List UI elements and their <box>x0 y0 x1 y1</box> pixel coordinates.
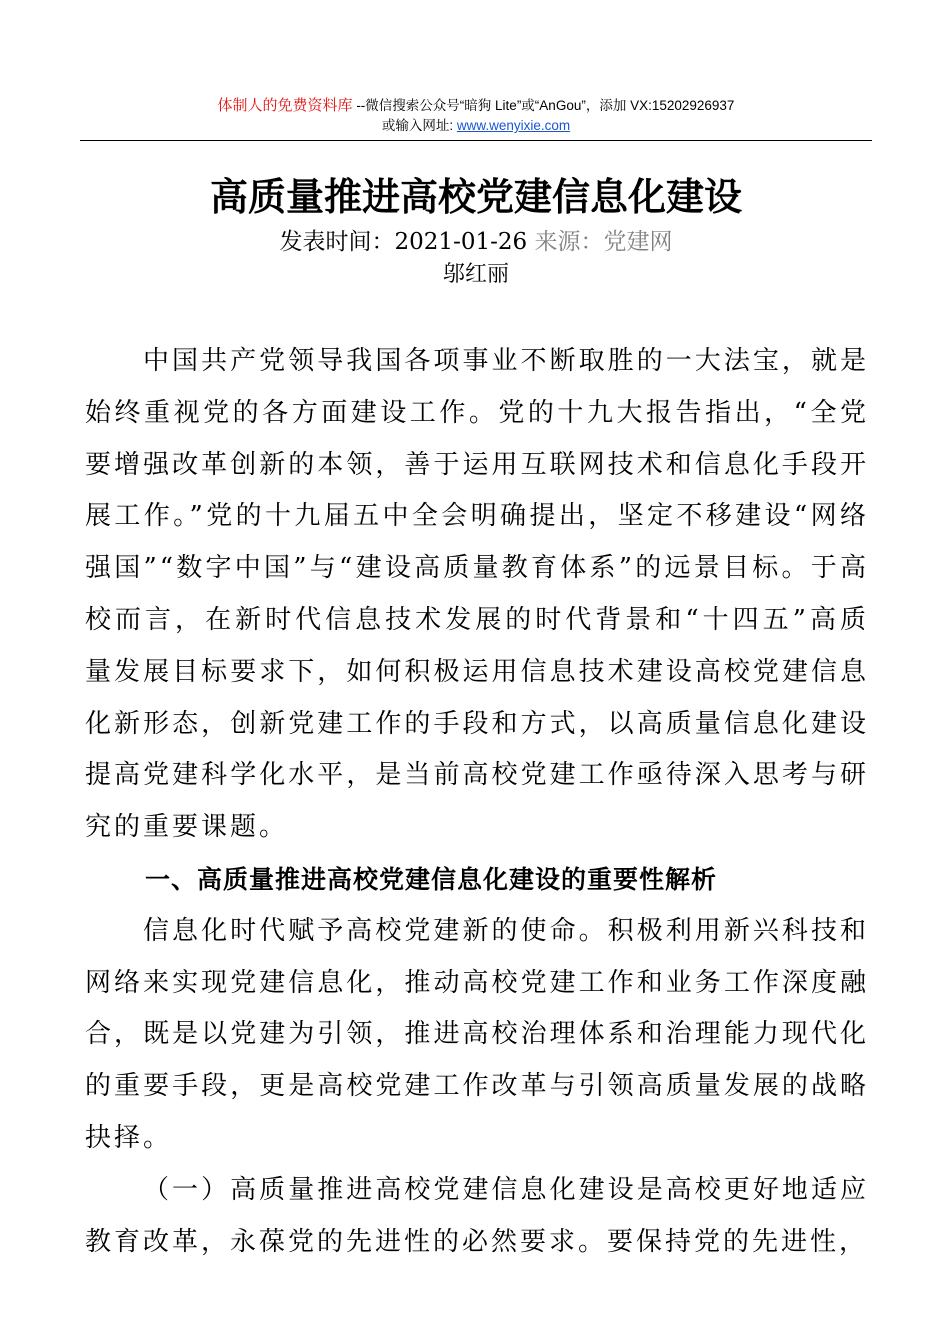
paragraph: （一）高质量推进高校党建信息化建设是高校更好地适应教育改革，永葆党的先进性的必然要求。要保持党的先进性， <box>85 1174 869 1257</box>
header-line-2 <box>80 116 872 136</box>
paragraph: 中国共产党领导我国各项事业不断取胜的一大法宝，就是始终重视党的各方面建设工作。党的十九大报告指出，“全党要增强改革创新的本领，善于运用互联网技术和信息化手段开展工作。”党的十九届五中全会明确提出，坚定不移建设“网络强国”“数字中国”与“建设高质量教育体系”的远景目标。于高校而言，在新时代信息技术发展的时代背景和“十四五”高质量发展目标要求下，如何积极运用信息技术建设高校党建信息化新形态，创新党建工作的手段和方式，以高质量信息化建设提高党建科学化水平，是当前高校党建工作亟待深入思考与研究的重要课题。 <box>85 346 869 843</box>
header-divider <box>80 140 872 141</box>
article-body <box>85 336 869 1268</box>
section-heading: 一、高质量推进高校党建信息化建设的重要性解析 <box>145 864 718 894</box>
header-url-label: 或输入网址: <box>381 118 457 133</box>
page-header <box>80 96 872 136</box>
header-tagline: --微信搜索公众号“暗狗 Lite”或“AnGou”，添加 VX:15202926937 <box>352 98 735 113</box>
header-brand: 体制人的免费资料库 <box>217 97 353 114</box>
article-title: 高质量推进高校党建信息化建设 <box>209 174 742 219</box>
article-meta <box>80 226 872 258</box>
publish-date: 发表时间：2021-01-26 <box>279 229 528 255</box>
article-source: 来源：党建网 <box>534 229 673 255</box>
header-url-link[interactable]: www.wenyixie.com <box>456 118 571 133</box>
header-line-1 <box>80 96 872 116</box>
paragraph: 信息化时代赋予高校党建新的使命。积极利用新兴科技和网络来实现党建信息化，推动高校党建工作和业务工作深度融合，既是以党建为引领，推进高校治理体系和治理能力现代化的重要手段，更是高校党建工作改革与引领高质量发展的战略抉择。 <box>85 915 869 1153</box>
article-author: 邬红丽 <box>442 262 509 287</box>
